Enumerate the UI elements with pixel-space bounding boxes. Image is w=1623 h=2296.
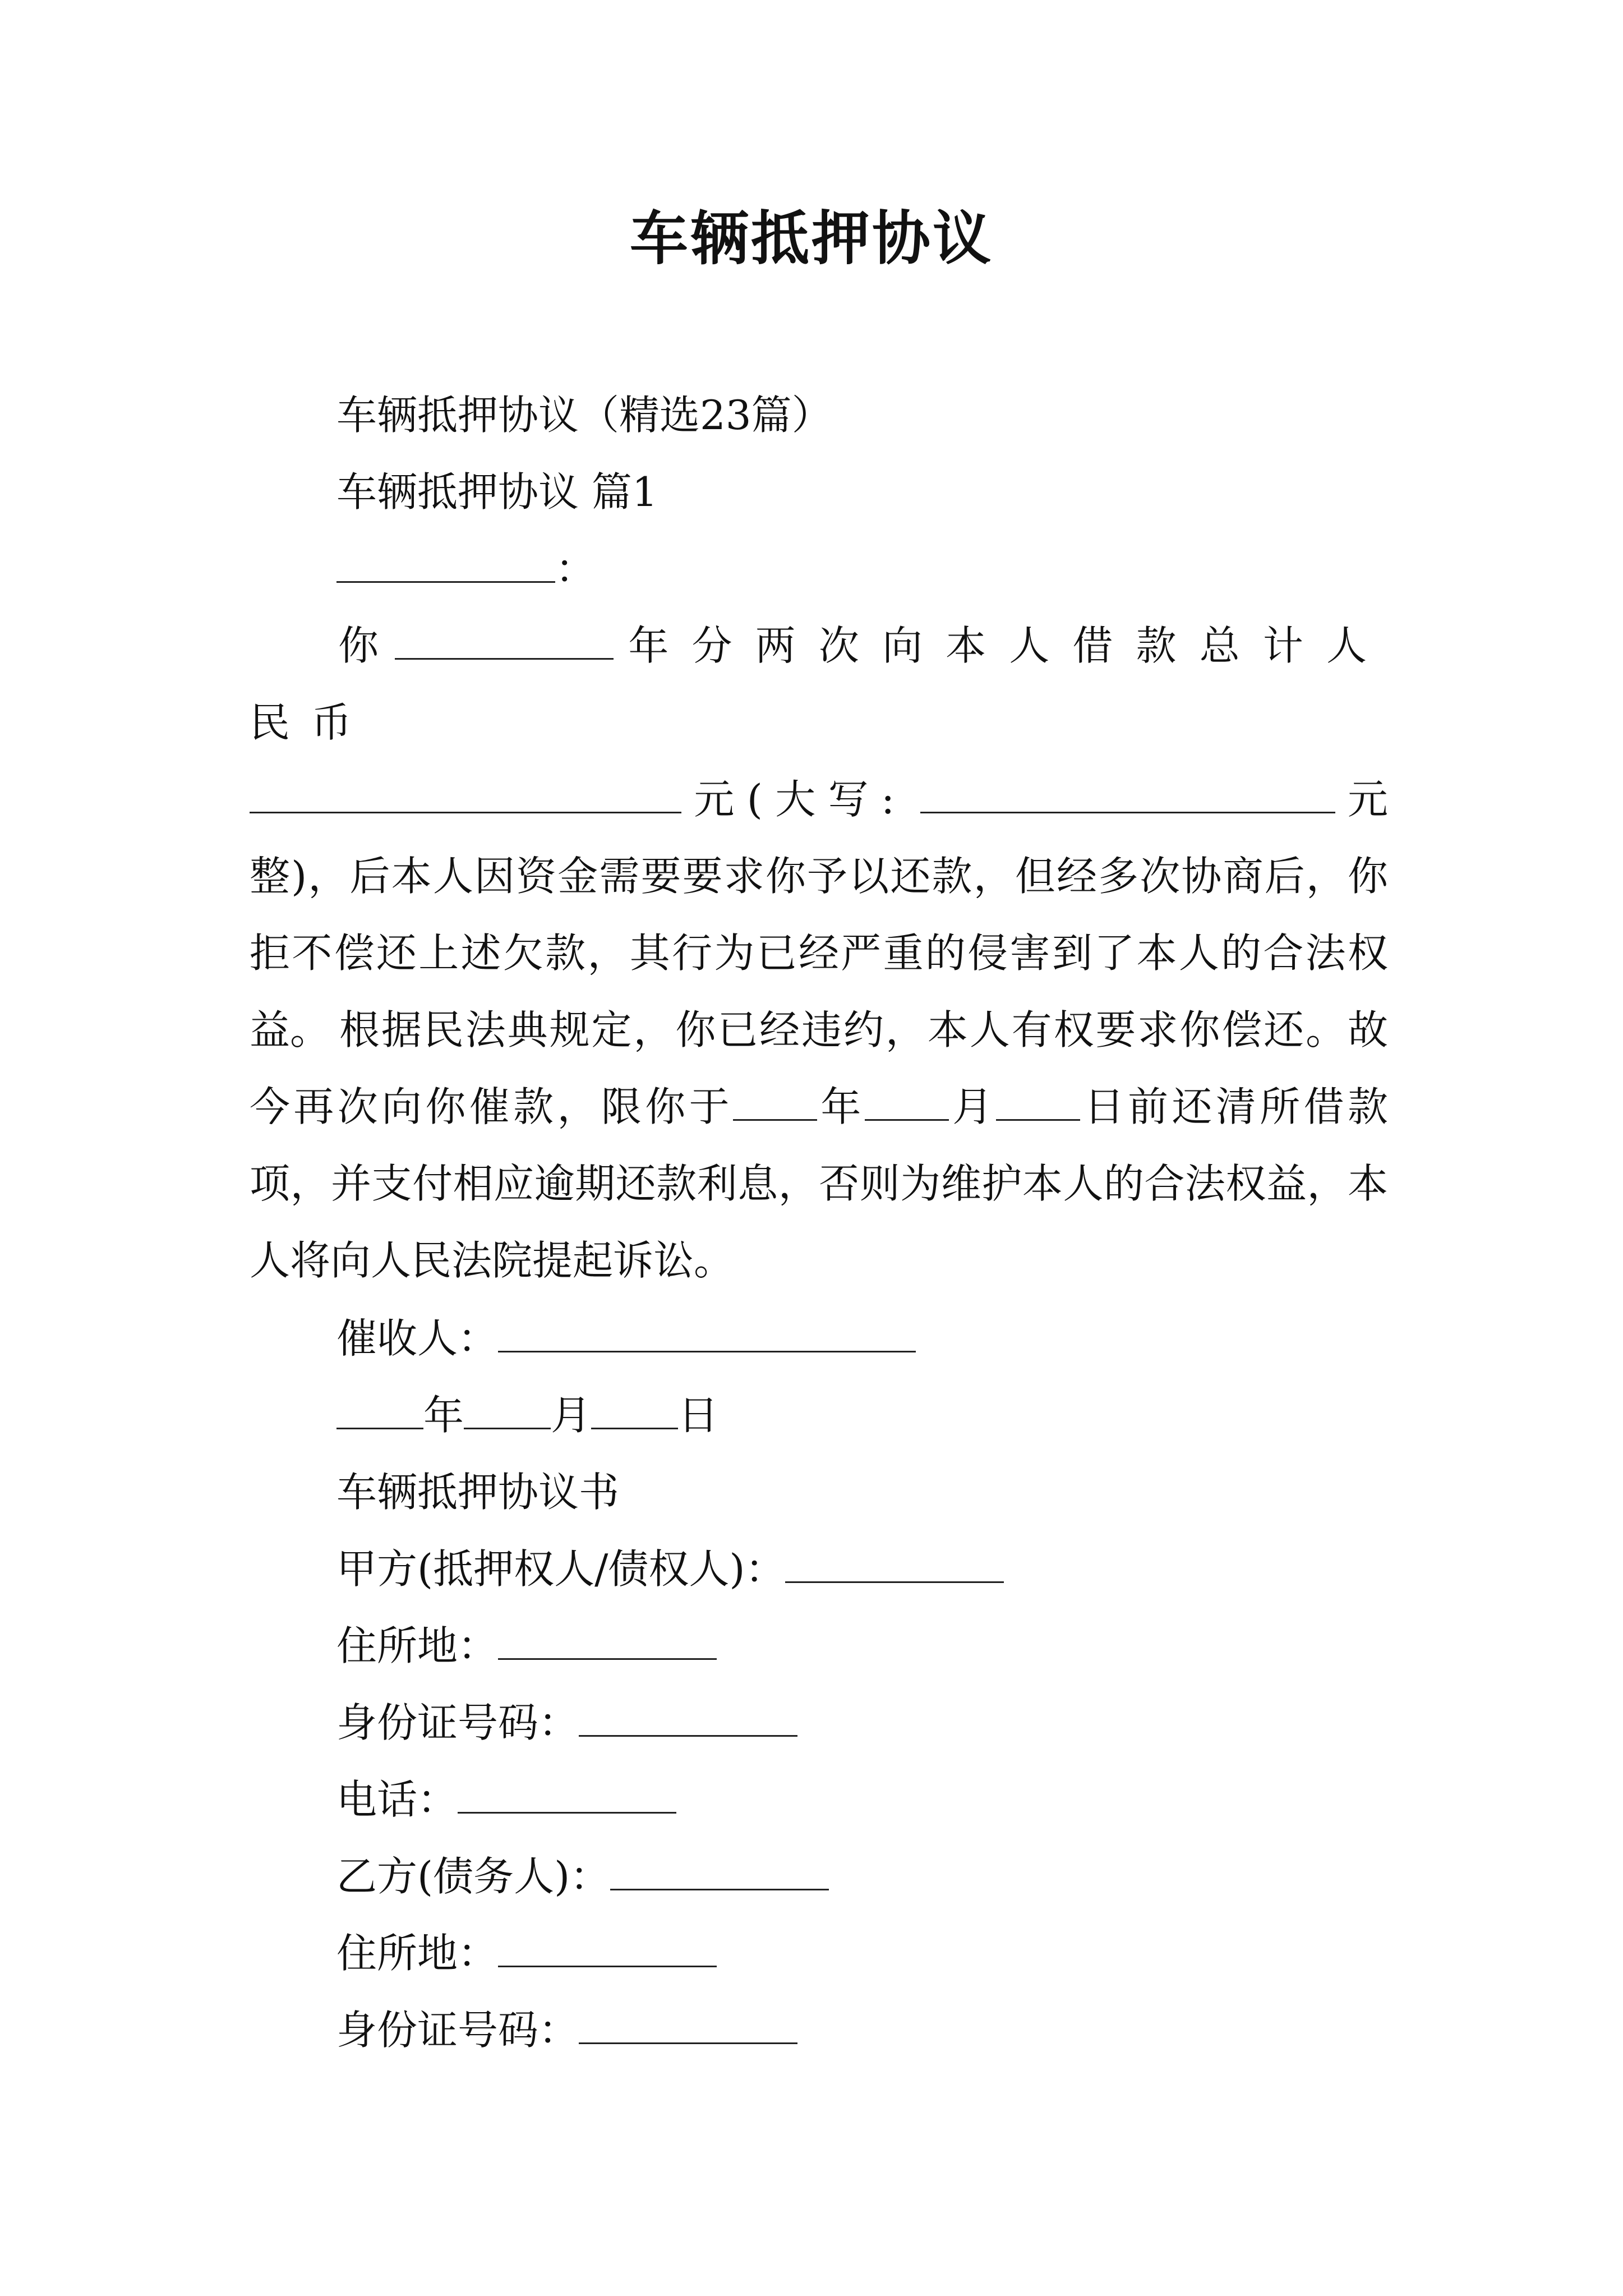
date-year: 年 bbox=[423, 1392, 464, 1439]
party-a-id-line bbox=[336, 1695, 797, 1751]
party-b-blank bbox=[610, 1854, 829, 1890]
para2-blank-year bbox=[733, 1084, 817, 1121]
party-a-id-label: 身份证号码： bbox=[336, 1699, 579, 1746]
para2-blank-day bbox=[996, 1084, 1080, 1121]
para1-text-3: 元(大写: bbox=[681, 776, 895, 823]
party-a-id-blank bbox=[579, 1700, 797, 1737]
collector-line bbox=[336, 1310, 916, 1366]
party-a-address-line bbox=[336, 1618, 717, 1674]
party-b-address-label: 住所地： bbox=[336, 1930, 499, 1977]
party-a-blank bbox=[785, 1547, 1004, 1583]
para2-blank-month bbox=[865, 1084, 949, 1121]
party-b-address-line bbox=[336, 1925, 717, 1981]
date-blank-day bbox=[591, 1393, 678, 1429]
para2-text-4: 日前还清所借款项，并支付相应逾期还款利息，否则为维护本人的合法权益，本人将向人民法院提起诉讼。 bbox=[250, 1083, 1388, 1284]
document-title: 车辆抵押协议 bbox=[629, 204, 993, 273]
party-a-line bbox=[336, 1541, 1004, 1597]
party-b-id-line bbox=[336, 2002, 797, 2058]
document-subtitle: 车辆抵押协议（精选23篇） bbox=[336, 392, 832, 439]
party-b-line bbox=[336, 1848, 829, 1904]
date-month: 月 bbox=[551, 1392, 592, 1439]
para2-text-1: 根据民法典规定，你已经违约，本人有权要求你偿还。故今再次向你催款，限你于 bbox=[250, 1006, 1388, 1130]
para2-text-3: 月 bbox=[948, 1083, 997, 1130]
agreement-title: 车辆抵押协议书 bbox=[336, 1469, 620, 1516]
party-a-address-blank bbox=[498, 1623, 717, 1660]
para1-text-2: 年分两次向本人借款总计人民币 bbox=[250, 622, 1388, 746]
date-day: 日 bbox=[678, 1392, 719, 1439]
party-b-address-blank bbox=[498, 1931, 717, 1967]
party-b-id-blank bbox=[579, 2008, 797, 2044]
collector-blank bbox=[498, 1316, 916, 1352]
addressee-colon: ： bbox=[555, 545, 596, 592]
date-blank-year bbox=[336, 1393, 423, 1429]
para1-blank-amount-words bbox=[920, 777, 1335, 813]
party-b-id-label: 身份证号码： bbox=[336, 2007, 579, 2054]
para1-blank-amount bbox=[250, 777, 681, 813]
date-line bbox=[336, 1387, 718, 1443]
party-a-label: 甲方(抵押权人/债权人)： bbox=[336, 1545, 786, 1593]
party-b-label: 乙方(债务人)： bbox=[336, 1853, 611, 1900]
para2-text-2: 年 bbox=[817, 1083, 865, 1130]
para1-text-4: 元整)，后本人因资金需要要求你予以还款，但经多次协商后，你拒不偿还上述欠款，其行为已经严重的侵害到了本人的合法权益。 bbox=[250, 776, 1388, 1053]
section-heading: 车辆抵押协议 篇1 bbox=[336, 468, 658, 516]
party-a-address-label: 住所地： bbox=[336, 1622, 499, 1669]
para1-blank-year bbox=[395, 623, 614, 660]
paragraph-demand bbox=[250, 992, 1388, 1299]
party-a-phone-blank bbox=[458, 1777, 676, 1814]
party-a-phone-label: 电话： bbox=[336, 1776, 458, 1823]
addressee-blank bbox=[336, 546, 555, 583]
date-blank-month bbox=[464, 1393, 551, 1429]
collector-label: 催收人： bbox=[336, 1315, 499, 1362]
addressee-line bbox=[336, 541, 596, 597]
party-a-phone-line bbox=[336, 1772, 676, 1828]
para1-text-1: 你 bbox=[336, 622, 381, 669]
